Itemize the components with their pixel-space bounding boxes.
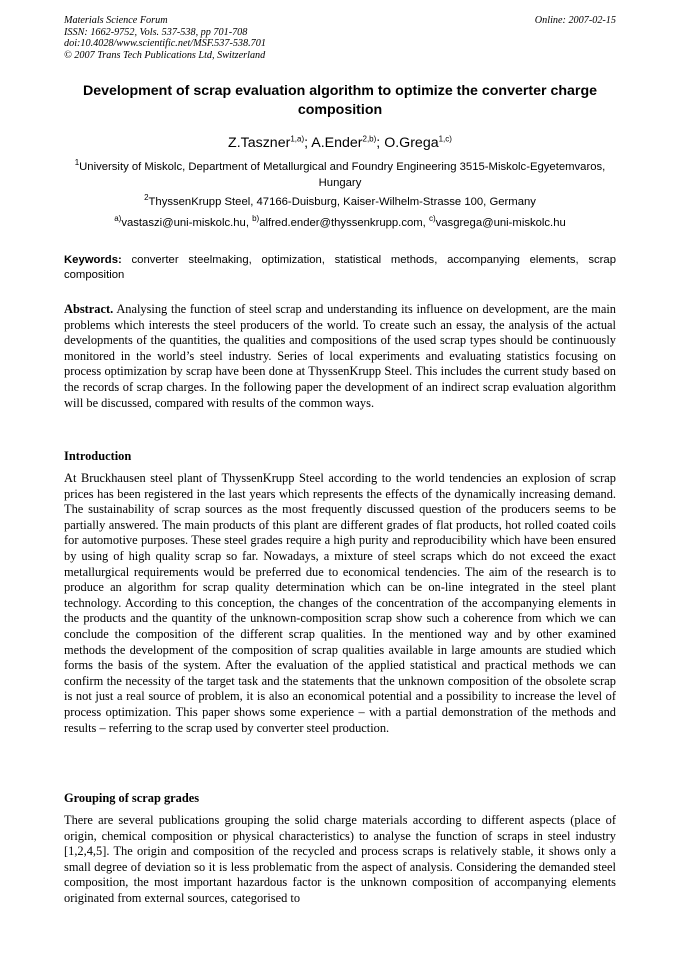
journal-name: Materials Science Forum [64,15,168,26]
email-marker: b) [252,214,260,224]
email-marker: a) [114,214,122,224]
email-link[interactable]: alfred.ender@thyssenkrupp.com [259,217,423,229]
email-link[interactable]: vastaszi@uni-miskolc.hu [121,217,246,229]
abstract-text: Analysing the function of steel scrap and understanding its influence on development, are the main problems which interests the steel producers of the world. To create such an essay, the analysis of the actual developments of the quantities, the qualities and compositions of the used scrap types should be continuously monitored in the world’s steel industry. Series of local experiments and evaluating statistics focusing on process optimization by scrap have been done at ThyssenKrupp Steel. This includes the current study based on the records of scrap charges. In the following paper the development of an indirect scrap evaluation algorithm will be discussed, compared with results of the common ways. [64,302,616,410]
abstract [64,302,616,411]
abstract-label: Abstract. [64,302,114,316]
email-list: $^{a)}$vastaszi@uni-miskolc.hu, $^{b)}$alfred.ender@thyssenkrupp.com, $^{c)}$vasgrega@uni-miskolc.hu [114,214,566,229]
affiliation-marker: 2 [144,193,149,203]
affiliation-text: ThyssenKrupp Steel, 47166-Duisburg, Kaiser-Wilhelm-Strasse 100, Germany [148,196,536,208]
journal-header [64,15,616,61]
author-affiliation-marker: 1,a) [290,134,305,144]
section-heading: Grouping of scrap grades [64,791,200,805]
affiliation-text: University of Miskolc, Department of Metallurgical and Foundry Engineering 3515-Miskolc-Egyetemvaros, Hungary [79,161,606,189]
affiliation-2 [64,195,616,211]
affiliation-1 [64,160,616,191]
author-affiliation-marker: 1,c) [438,134,452,144]
author-separator: ; [376,135,385,151]
keywords [64,253,616,283]
author-name: A.Ender [311,135,363,151]
author-separator: ; [304,135,312,151]
keywords-text: converter steelmaking, optimization, statistical methods, accompanying elements, scrap composition [64,254,616,281]
keywords-label: Keywords: [64,254,122,266]
copyright-line: © 2007 Trans Tech Publications Ltd, Switzerland [64,49,266,61]
section-paragraph: There are several publications grouping the solid charge materials according to different aspects (place of origin, chemical composition or physical characteristics) to analyse the function of scraps in steel industry [1,2,4,5]. The origin and composition of the recycled and process scraps is relatively stable, it shows only a small degree of deviation so it is less problematic from the aspect of analysis. Considering the demanded steel composition, the most important hazardous factor is the unknown composition of accompanying elements originated from external sources, categorised to [64,813,616,905]
issn-line: ISSN: 1662-9752, Vols. 537-538, pp 701-708 [64,26,248,38]
email-marker: c) [428,214,436,224]
paper-title: Development of scrap evaluation algorithm to optimize the converter charge composition [82,83,597,118]
section-paragraph: At Bruckhausen steel plant of ThyssenKrupp Steel according to the world tendencies an explosion of scrap prices has been registered in the last years which represents the effects of the dynamically increasing demand. The sustainability of scrap sources as the most frequently discussed question of the producers seems to be partially answered. The main products of this plant are different grades of flat products, hot rolled coated coils for automotive purposes. These steel grades require a high purity and reproducibility which have been ensured by using of high quality scrap so far. Nowadays, a mixture of steel scraps which do not exceed the exact metallurgical requirements would be preferred due to economical tendencies. The aim of the research is to produce an algorithm for scrap quality determination which can be on-line integrated in the steel plant technology. According to this conception, the changes of the concentration of the accompanying elements in the products and the quantity of the unknown-composition scrap show such a coherence from which we can conclude the composition of the different scrap qualities. In the mentioned way and by other examined methods the development of the composition of scrap qualities available in large amounts are studied which forms the basis of the system. After the evaluation of the applied statistical and practical methods we can confirm the necessity of the target task and the statements that the unknown composition of the obsolete scrap is not just a real source of problem, it is also an economical potential and a possibility to increase the level of process optimization. This paper shows some experience – with a partial demonstration of the methods and results – referring to the scrap used by converter steel production. [64,471,616,735]
doi-line: doi:10.4028/www.scientific.net/MSF.537-538.701 [64,38,266,50]
affiliation-marker: 1 [74,158,80,168]
author-name: O.Grega [384,135,439,151]
author-affiliation-marker: 2,b) [362,134,377,144]
online-date: Online: 2007-02-15 [534,15,616,26]
email-link[interactable]: vasgrega@uni-miskolc.hu [435,217,566,229]
author-list [64,134,616,152]
section-heading: Introduction [64,449,132,463]
author-name: Z.Taszner [228,135,291,151]
